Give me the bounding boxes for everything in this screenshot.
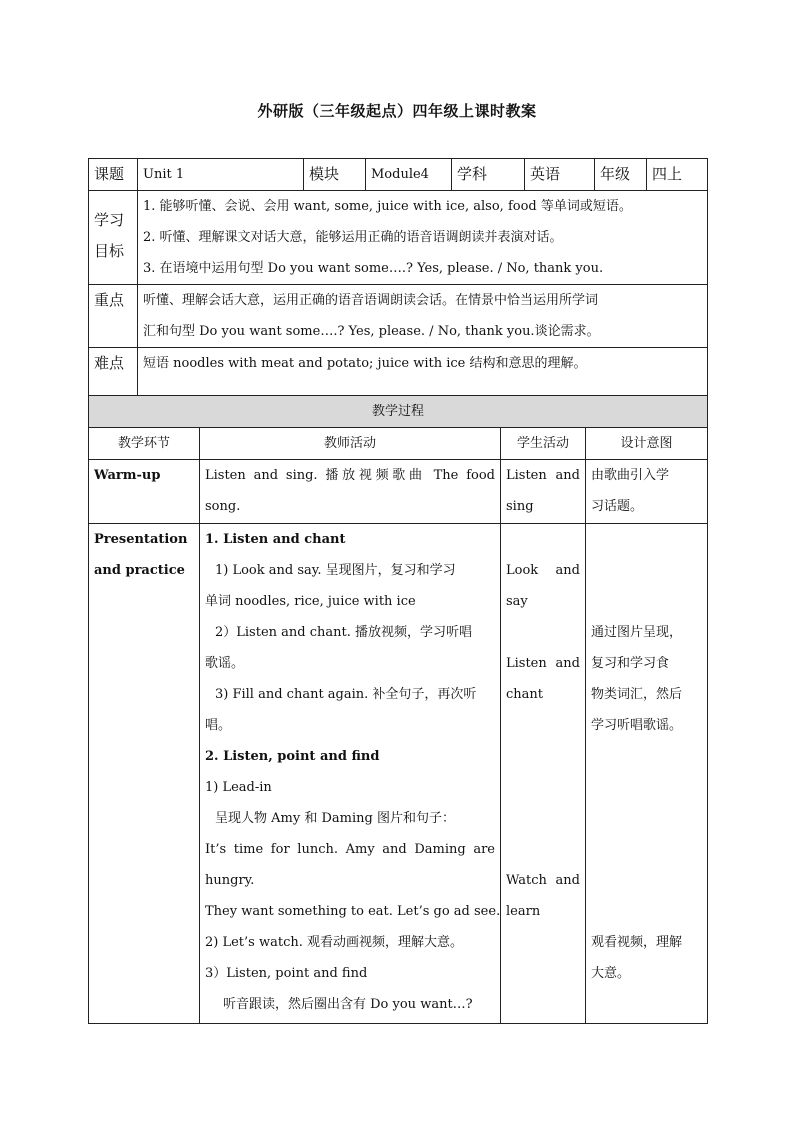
presentation-row (89, 524, 708, 1024)
difficult-points-label: 难点 (89, 348, 138, 397)
teacher-line: song. (205, 499, 241, 514)
intent-line: 由歌曲引入学 (591, 468, 670, 483)
grade-label: 年级 (595, 159, 647, 191)
student-line: Watch and (506, 873, 580, 888)
difficult-point-line: 短语 noodles with meat and potato; juice with ice 结构和意思的理解。 (143, 356, 587, 371)
teacher-line: 1) Lead-in (205, 780, 272, 795)
goals-label (89, 191, 138, 285)
teacher-line: 1) Look and say. 呈现图片，复习和学习 (215, 563, 456, 578)
teacher-line: hungry. (205, 873, 255, 888)
header-student-activity: 学生活动 (501, 428, 586, 460)
info-row-difficult-points (89, 348, 708, 397)
presentation-teacher-activity (200, 524, 501, 1024)
student-line (506, 741, 580, 772)
teacher-line: 歌谣。 (205, 656, 245, 671)
grade-value: 四上 (647, 159, 708, 191)
intent-line: 习话题。 (591, 499, 644, 514)
key-point-line: 听懂、理解会话大意，运用正确的语音语调朗读会话。在情景中恰当运用所学词 (143, 293, 599, 308)
intent-line: 物类词汇，然后 (591, 687, 683, 702)
teacher-line: It’s time for lunch. Amy and Daming are (205, 842, 495, 857)
topic-label: 课题 (89, 159, 138, 191)
intent-line: 学习听唱歌谣。 (591, 718, 683, 733)
intent-line (591, 865, 702, 896)
intent-line (591, 586, 702, 617)
student-line (506, 710, 580, 741)
stage-line: and practice (94, 563, 185, 578)
module-label: 模块 (304, 159, 366, 191)
student-line: chant (506, 687, 544, 702)
header-design-intent: 设计意图 (586, 428, 708, 460)
document-title: 外研版（三年级起点）四年级上课时教案 (257, 102, 537, 120)
student-line: Listen and (506, 656, 580, 671)
teacher-line: 唱。 (205, 718, 232, 733)
key-point-line: 汇和句型 Do you want some….? Yes, please. / No, thank you.谈论需求。 (143, 324, 600, 339)
presentation-stage (89, 524, 200, 1024)
warmup-stage: Warm-up (89, 460, 200, 524)
topic-value: Unit 1 (138, 159, 304, 191)
header-teacher-activity: 教师活动 (200, 428, 501, 460)
student-line (506, 834, 580, 865)
stage-line: Presentation (94, 532, 188, 547)
header-stage: 教学环节 (89, 428, 200, 460)
warmup-student-activity (501, 460, 586, 524)
teacher-line: 呈现人物 Amy 和 Daming 图片和句子： (215, 811, 455, 826)
intent-line (591, 524, 702, 555)
intent-line: 复习和学习食 (591, 656, 670, 671)
student-line (506, 617, 580, 648)
process-band-title: 教学过程 (89, 396, 708, 428)
info-row-key-points (89, 285, 708, 348)
intent-line (591, 896, 702, 927)
warmup-teacher-activity (200, 460, 501, 524)
teacher-line: 2. Listen, point and find (205, 749, 380, 764)
student-line (506, 772, 580, 803)
teacher-line: Listen and sing. 播放视频歌曲 The food (205, 468, 495, 483)
goals-label-line-1: 学习 (94, 211, 125, 229)
teaching-process-table (88, 395, 708, 1024)
intent-line (591, 834, 702, 865)
goals-content (138, 191, 708, 285)
lesson-info-table (88, 158, 708, 397)
teacher-line: 2) Let’s watch. 观看动画视频，理解大意。 (205, 935, 463, 950)
module-value: Module4 (366, 159, 452, 191)
student-line (506, 803, 580, 834)
warmup-row (89, 460, 708, 524)
warmup-design-intent (586, 460, 708, 524)
key-points-content (138, 285, 708, 348)
intent-line (591, 555, 702, 586)
student-line: say (506, 594, 528, 609)
student-line: Look and (506, 563, 580, 578)
teacher-line: 2）Listen and chant. 播放视频，学习听唱 (215, 625, 472, 640)
teacher-line: They want something to eat. Let’s go ad see. (205, 904, 501, 919)
goal-item: 3. 在语境中运用句型 Do you want some….? Yes, please. / No, thank you. (143, 261, 604, 276)
intent-line (591, 772, 702, 803)
intent-line: 观看视频，理解 (591, 935, 683, 950)
info-row-goals (89, 191, 708, 285)
goal-item: 1. 能够听懂、会说、会用 want, some, juice with ice, also, food 等单词或短语。 (143, 199, 632, 214)
student-line: sing (506, 499, 534, 514)
key-points-label: 重点 (89, 285, 138, 348)
student-line: Listen and (506, 468, 580, 483)
presentation-design-intent (586, 524, 708, 1024)
intent-line (591, 741, 702, 772)
teacher-line: 1. Listen and chant (205, 532, 346, 547)
info-row-basic (89, 159, 708, 191)
subject-label: 学科 (452, 159, 525, 191)
intent-line: 通过图片呈现， (591, 625, 683, 640)
teacher-line: 3) Fill and chant again. 补全句子，再次听 (215, 687, 477, 702)
student-line (506, 524, 580, 555)
process-header-row (89, 428, 708, 460)
teacher-line: 听音跟读，然后圈出含有 Do you want…? (223, 997, 473, 1012)
teacher-line: 3）Listen, point and find (205, 966, 368, 981)
student-line: learn (506, 904, 541, 919)
goal-item: 2. 听懂、理解课文对话大意，能够运用正确的语音语调朗读并表演对话。 (143, 230, 563, 245)
intent-line (591, 803, 702, 834)
subject-value: 英语 (525, 159, 595, 191)
presentation-student-activity (501, 524, 586, 1024)
goals-label-line-2: 目标 (94, 242, 125, 260)
process-band-row (89, 396, 708, 428)
difficult-points-content (138, 348, 708, 397)
intent-line: 大意。 (591, 966, 631, 981)
teacher-line: 单词 noodles, rice, juice with ice (205, 594, 416, 609)
